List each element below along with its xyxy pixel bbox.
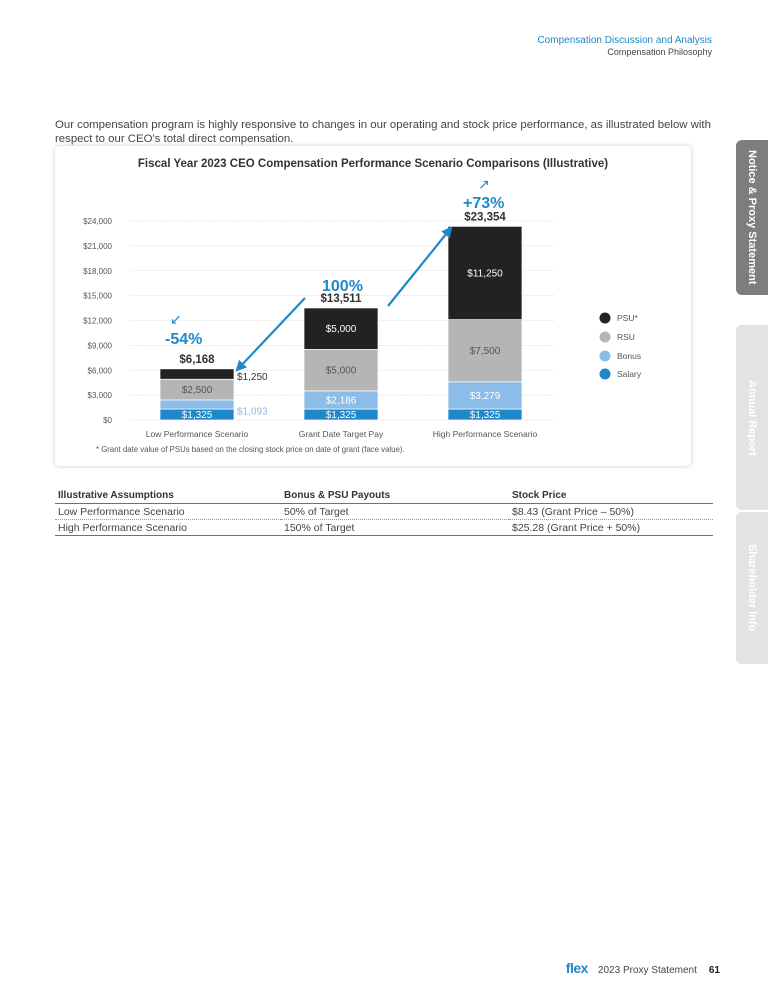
table-cell: Low Performance Scenario xyxy=(55,504,281,520)
total-label: $13,511 xyxy=(320,292,362,305)
y-tick-label: $15,000 xyxy=(83,291,112,301)
chart-title: Fiscal Year 2023 CEO Compensation Performance Scenario Comparisons (Illustrative) xyxy=(137,158,609,170)
subsection-title: Compensation Philosophy xyxy=(607,47,712,57)
chart-footnote: * Grant date value of PSUs based on the closing stock price on date of grant (face value). xyxy=(96,445,405,454)
bar-segment-psu xyxy=(160,369,234,379)
x-tick-label: High Performance Scenario xyxy=(432,429,538,439)
y-tick-label: $0 xyxy=(103,416,112,425)
y-tick-label: $12,000 xyxy=(83,316,112,326)
y-tick-label: $24,000 xyxy=(83,217,112,226)
compensation-chart xyxy=(55,146,691,466)
page-number: 61 xyxy=(708,965,720,976)
data-label: $1,093 xyxy=(237,406,268,418)
y-tick-label: $18,000 xyxy=(83,266,112,276)
tab-label: Notice & Proxy Statement xyxy=(746,150,758,285)
tab-annual-report[interactable] xyxy=(736,325,768,510)
section-title: Compensation Discussion and Analysis xyxy=(537,35,712,46)
tab-label: Shareholder Info xyxy=(746,544,758,632)
legend-label: Bonus xyxy=(617,351,642,361)
data-label: $11,250 xyxy=(467,268,503,280)
table-header: Stock Price xyxy=(509,489,713,504)
legend-label: PSU* xyxy=(617,313,638,323)
data-label: $2,500 xyxy=(181,385,213,397)
page-footer xyxy=(566,960,720,976)
assumptions-table xyxy=(55,489,713,536)
table-header: Illustrative Assumptions xyxy=(55,489,281,504)
legend-swatch xyxy=(600,332,611,343)
x-tick-label: Grant Date Target Pay xyxy=(298,429,384,439)
flex-logo: flex xyxy=(565,960,588,976)
table-cell: 50% of Target xyxy=(281,504,509,520)
data-label: $1,325 xyxy=(325,410,357,422)
up-arrow-icon: ↗ xyxy=(478,176,490,192)
legend-label: RSU xyxy=(617,332,635,342)
data-label: $3,279 xyxy=(469,390,501,402)
data-label: $5,000 xyxy=(325,365,357,377)
x-tick-label: Low Performance Scenario xyxy=(145,429,249,439)
data-label: $1,325 xyxy=(469,410,501,422)
bar-segment-bonus xyxy=(160,400,234,409)
change-label: 100% xyxy=(322,278,363,295)
document-name: 2023 Proxy Statement xyxy=(597,965,697,976)
data-label: $5,000 xyxy=(325,324,357,336)
y-tick-label: $21,000 xyxy=(83,241,112,251)
down-arrow-icon: ↙ xyxy=(170,311,182,327)
total-label: $6,168 xyxy=(179,353,215,366)
connector-arrow xyxy=(388,228,451,306)
data-label: $1,250 xyxy=(237,372,268,384)
table-header-row xyxy=(55,489,713,504)
data-label: $2,186 xyxy=(325,395,357,407)
connector-arrow xyxy=(237,298,305,370)
table-cell: High Performance Scenario xyxy=(55,520,281,536)
table-row xyxy=(55,520,713,536)
y-tick-label: $6,000 xyxy=(87,366,112,376)
legend-swatch xyxy=(600,313,611,324)
table-cell: $8.43 (Grant Price – 50%) xyxy=(509,504,713,520)
change-label: +73% xyxy=(463,195,505,212)
data-label: $7,500 xyxy=(469,346,501,358)
change-label: -54% xyxy=(165,331,203,348)
tab-shareholder-info[interactable] xyxy=(736,512,768,664)
legend-swatch xyxy=(600,351,611,362)
legend-label: Salary xyxy=(617,369,642,379)
table-row xyxy=(55,504,713,520)
tab-notice-proxy-statement[interactable] xyxy=(736,140,768,295)
y-tick-label: $9,000 xyxy=(87,341,112,351)
intro-paragraph: Our compensation program is highly responsive to changes in our operating and stock price performance, as illustrated below with respect to our CEO's total direct compensation. xyxy=(55,119,711,146)
total-label: $23,354 xyxy=(464,211,506,224)
table-cell: $25.28 (Grant Price + 50%) xyxy=(509,520,713,536)
tab-label: Annual Report xyxy=(746,379,758,456)
table-cell: 150% of Target xyxy=(281,520,509,536)
data-label: $1,325 xyxy=(181,410,213,422)
compensation-chart-card xyxy=(55,146,691,466)
y-tick-label: $3,000 xyxy=(87,391,112,401)
legend-swatch xyxy=(600,369,611,380)
table-header: Bonus & PSU Payouts xyxy=(281,489,509,504)
